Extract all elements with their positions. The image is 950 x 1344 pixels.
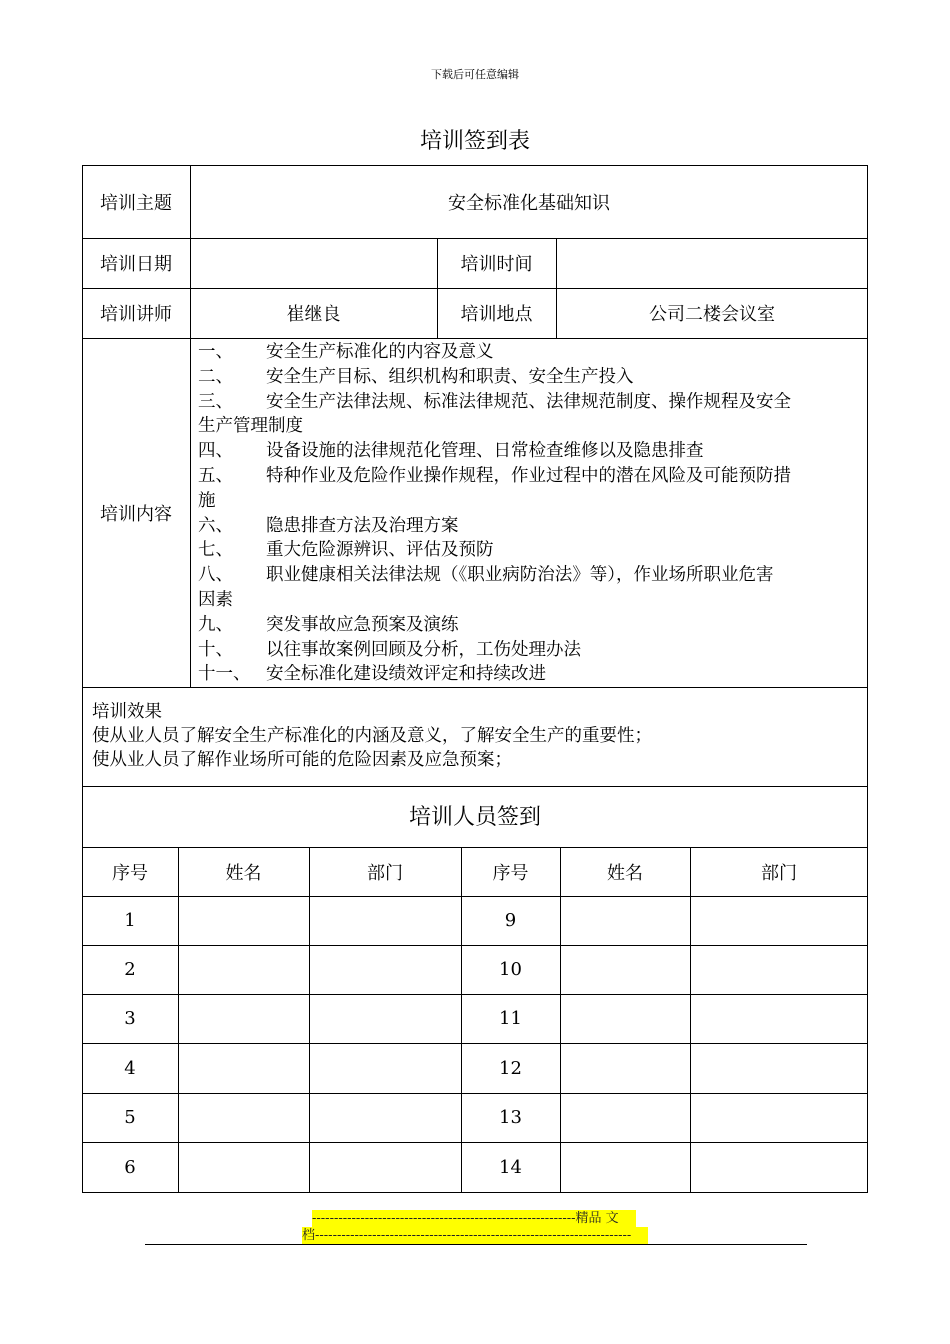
location-value[interactable]: 公司二楼会议室	[649, 304, 775, 325]
item-text-continued: 生产管理制度	[198, 416, 303, 437]
department-cell[interactable]	[309, 1142, 461, 1193]
item-number: 二、	[198, 366, 233, 387]
footer-highlight-line: 档------------------------------------------------------------------------	[302, 1227, 648, 1244]
name-cell[interactable]	[178, 945, 309, 994]
date-label: 培训日期	[100, 254, 172, 275]
item-text: 重大危险源辨识、评估及预防	[266, 540, 494, 561]
col-header-department: 部门	[367, 862, 403, 884]
time-label: 培训时间	[460, 254, 533, 275]
row-index: 3	[124, 1008, 136, 1029]
department-cell[interactable]	[309, 896, 461, 945]
item-number: 六、	[198, 515, 233, 536]
row-divider	[82, 786, 868, 787]
effect-label: 培训效果	[92, 702, 162, 722]
name-cell[interactable]	[560, 1043, 690, 1093]
topic-value[interactable]: 安全标准化基础知识	[448, 192, 610, 214]
item-text-continued: 因素	[198, 589, 233, 610]
row-index: 14	[499, 1157, 522, 1178]
content-item	[198, 662, 860, 687]
item-number: 七、	[198, 540, 233, 561]
content-item	[198, 439, 860, 464]
item-number: 一、	[198, 342, 233, 362]
content-item	[198, 563, 860, 588]
content-item	[198, 390, 860, 415]
item-number: 九、	[198, 614, 233, 635]
item-number: 四、	[198, 441, 233, 462]
effect-line: 使从业人员了解安全生产标准化的内涵及意义，了解安全生产的重要性；	[92, 726, 652, 746]
name-cell[interactable]	[560, 945, 690, 994]
item-text: 以往事故案例回顾及分析，工伤处理办法	[266, 639, 581, 660]
department-cell[interactable]	[309, 1093, 461, 1142]
content-item	[198, 613, 860, 638]
department-cell[interactable]	[309, 945, 461, 994]
department-cell[interactable]	[690, 1142, 868, 1193]
department-cell[interactable]	[309, 1043, 461, 1093]
row-index: 11	[499, 1008, 522, 1029]
row-index: 4	[124, 1057, 136, 1079]
time-value[interactable]	[556, 238, 868, 288]
content-item	[198, 514, 860, 539]
item-text: 安全生产法律法规、标准法律规范、法律规范制度、操作规程及安全	[266, 391, 791, 412]
item-text: 安全标准化建设绩效评定和持续改进	[266, 664, 546, 685]
col-header-name: 姓名	[607, 862, 643, 884]
header-note: 下载后可任意编辑	[431, 68, 519, 81]
item-number: 八、	[198, 565, 233, 586]
row-index: 5	[124, 1107, 136, 1128]
item-text: 职业健康相关法律法规（《职业病防治法》等），作业场所职业危害	[266, 565, 774, 586]
footer-rule	[145, 1244, 807, 1245]
row-index: 6	[124, 1157, 136, 1178]
item-text: 隐患排查方法及治理方案	[266, 515, 459, 536]
name-cell[interactable]	[178, 1043, 309, 1093]
name-cell[interactable]	[560, 994, 690, 1043]
content-item	[198, 538, 860, 563]
date-value[interactable]	[190, 238, 437, 288]
department-cell[interactable]	[690, 896, 868, 945]
item-text: 突发事故应急预案及演练	[266, 614, 459, 635]
name-cell[interactable]	[178, 1093, 309, 1142]
document-title: 培训签到表	[419, 129, 530, 154]
col-header-index: 序号	[112, 862, 148, 884]
item-text: 设备设施的法律规范化管理、日常检查维修以及隐患排查	[266, 441, 704, 462]
item-text-continued: 施	[198, 490, 216, 511]
content-item	[198, 464, 860, 489]
col-header-index: 序号	[492, 862, 529, 884]
lecturer-label: 培训讲师	[100, 304, 172, 325]
item-number: 十一、	[198, 664, 251, 685]
department-cell[interactable]	[690, 945, 868, 994]
content-label: 培训内容	[100, 503, 172, 525]
lecturer-value[interactable]: 崔继良	[286, 304, 341, 325]
name-cell[interactable]	[178, 1142, 309, 1193]
content-item	[198, 340, 860, 365]
col-header-department: 部门	[761, 862, 797, 884]
row-index: 10	[499, 959, 522, 980]
row-index: 12	[499, 1057, 522, 1079]
name-cell[interactable]	[560, 1093, 690, 1142]
department-cell[interactable]	[690, 994, 868, 1043]
name-cell[interactable]	[178, 896, 309, 945]
name-cell[interactable]	[560, 896, 690, 945]
department-cell[interactable]	[690, 1043, 868, 1093]
training-content-list	[198, 340, 860, 687]
name-cell[interactable]	[560, 1142, 690, 1193]
item-text: 安全生产标准化的内容及意义	[266, 342, 494, 362]
row-index: 2	[124, 959, 136, 980]
content-item	[198, 365, 860, 390]
content-item	[198, 638, 860, 663]
signin-section-title: 培训人员签到	[408, 805, 541, 830]
col-header-name: 姓名	[225, 862, 262, 884]
effect-line: 使从业人员了解作业场所可能的危险因素及应急预案；	[92, 750, 512, 770]
item-number: 五、	[198, 465, 233, 486]
row-index: 13	[499, 1107, 522, 1128]
item-number: 三、	[198, 391, 233, 412]
training-effect	[92, 700, 862, 772]
department-cell[interactable]	[309, 994, 461, 1043]
item-number: 十、	[198, 639, 233, 660]
row-index: 9	[504, 910, 517, 931]
topic-label: 培训主题	[100, 192, 172, 214]
department-cell[interactable]	[690, 1093, 868, 1142]
item-text: 特种作业及危险作业操作规程，作业过程中的潜在风险及可能预防措	[266, 465, 791, 486]
row-divider	[82, 338, 868, 339]
location-label: 培训地点	[460, 304, 533, 325]
name-cell[interactable]	[178, 994, 309, 1043]
item-text: 安全生产目标、组织机构和职责、安全生产投入	[266, 366, 634, 387]
footer-highlight-line: ------------------------------------------------------------精品 文	[312, 1210, 636, 1227]
row-index: 1	[124, 910, 136, 931]
